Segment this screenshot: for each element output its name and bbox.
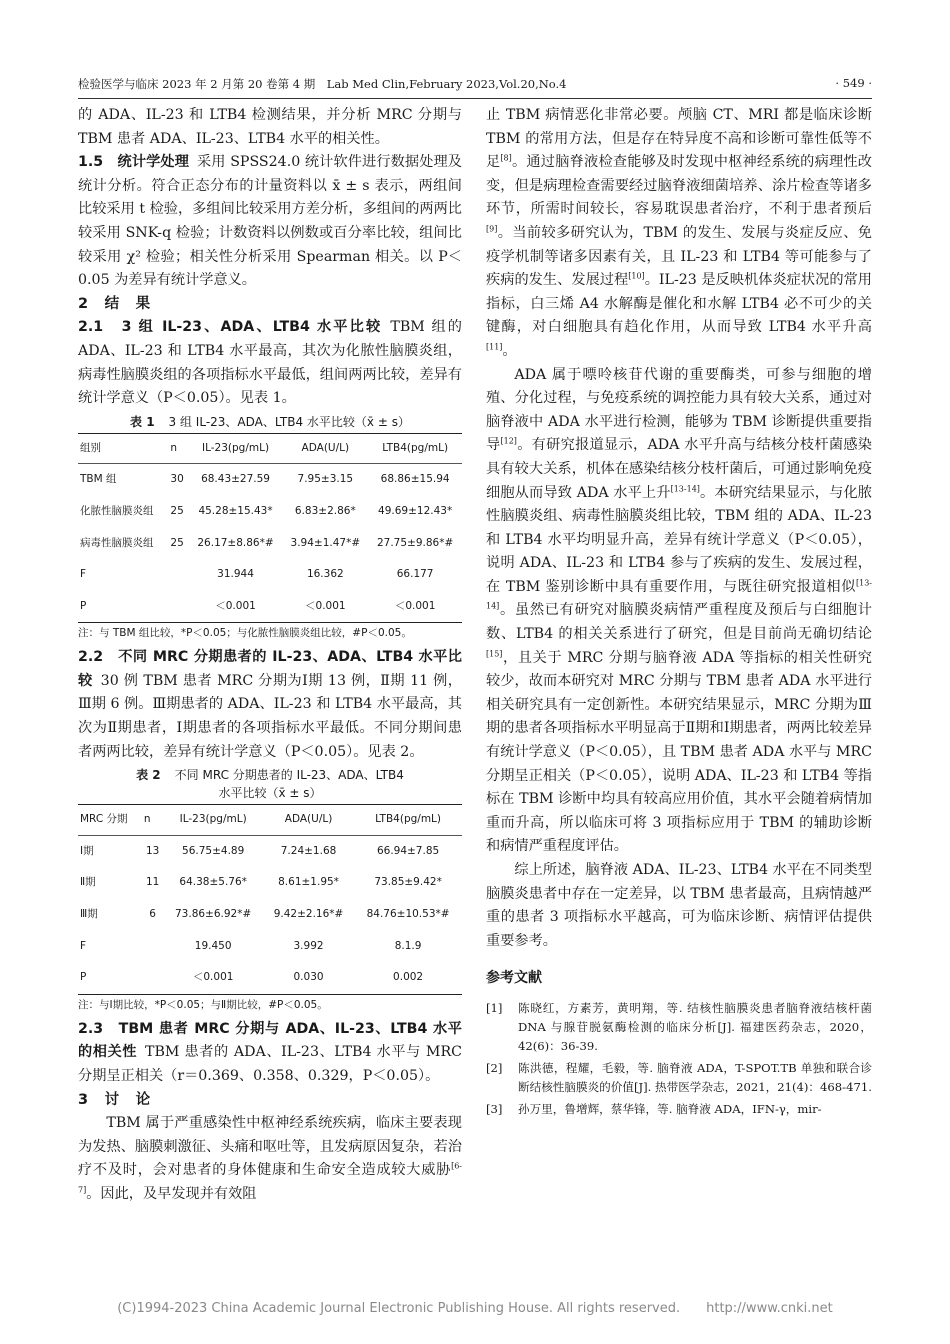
table-row bbox=[78, 464, 462, 496]
table-cell: 25 bbox=[170, 504, 184, 517]
discussion-text: 。虽然已有研究对脑膜炎病情严重程度及预后与白细胞计数、LTB4 的相关关系进行了研究，但是目前尚无确切结论 bbox=[486, 602, 872, 643]
table-cell: ＜0.001 bbox=[368, 591, 462, 623]
section-1-5 bbox=[78, 151, 462, 293]
table-cell: 8.1.9 bbox=[394, 939, 422, 952]
reference-text: 孙万里，鲁增辉，蔡华锋，等. 脑脊液 ADA，IFN-γ，mir- bbox=[518, 1101, 822, 1116]
table-header-cell: IL-23(pg/mL) bbox=[189, 433, 283, 464]
citation: [12] bbox=[500, 436, 517, 446]
reference-number: [1] bbox=[486, 1000, 503, 1015]
table-cell: 66.177 bbox=[396, 568, 434, 581]
discussion-text: 。IL-23 是反映机体炎症状况的常用指标，白三烯 A4 水解酶是催化和水解 LTB4 必不可少的关键酶，对白细胞具有趋化作用，从而导致 LTB4 水平升高 bbox=[486, 272, 872, 336]
discussion-text: ，且关于 MRC 分期与脑脊液 ADA 等指标的相关性研究较少，故而本研究对 MRC 分期与 TBM 患者 ADA 水平进行相关研究具有一定创新性。本研究结果显示，MRC 分期为Ⅲ期的患者各项指标水平明显高于Ⅱ期和Ⅰ期患者，两两比较差异有统计学意义（P＜0.05），且 TBM 患者 ADA 水平与 MRC 分期呈正相关（P＜0.05），说明 ADA、IL-23 和 LTB4 等指标在 TBM 诊断中均具有较高应用价值，其水平会随着病情加重而升高，所以临床可将 3 项指标应用于 TBM 的辅助诊断和病情严重程度评估。 bbox=[486, 649, 872, 855]
table-header-cell: n bbox=[142, 805, 164, 836]
table-cell: 7.24±1.68 bbox=[280, 844, 337, 857]
journal-running-title: 检验医学与临床 2023 年 2 月第 20 卷第 4 期 Lab Med Clin,February 2023,Vol.20,No.4 bbox=[78, 77, 567, 91]
table-1-caption: 3 组 IL-23、ADA、LTB4 水平比较（x̄ ± s） bbox=[168, 414, 410, 429]
table-2-caption-line1: 不同 MRC 分期患者的 IL-23、ADA、LTB4 bbox=[174, 768, 404, 783]
discussion-text: ADA 属于嘌呤核苷代谢的重要酶类，可参与细胞的增殖、分化过程，与免疫系统的调控能力具有较大关系，通过对脑脊液中 ADA 水平进行检测，能够为 TBM 诊断提供重要指导 bbox=[486, 366, 872, 454]
table-cell: 3.94±1.47*# bbox=[290, 536, 361, 549]
table-cell: 73.86±6.92*# bbox=[175, 908, 252, 921]
section-2-2 bbox=[78, 646, 462, 764]
discussion-paragraph-1 bbox=[78, 1112, 462, 1206]
discussion-text: 。因此，及早发现并有效阻 bbox=[86, 1185, 257, 1202]
table-header-cell: LTB4(pg/mL) bbox=[354, 805, 462, 836]
table-cell: Ⅰ期 bbox=[80, 844, 94, 857]
table-cell bbox=[168, 591, 188, 623]
reference-text: 陈晓红，方素芳，黄明翔，等. 结核性脑膜炎患者脑脊液结核杆菌 DNA 与腺苷脱氨酶检测的临床分析[J]. 福建医药杂志，2020，42(6)：36-39. bbox=[518, 1000, 872, 1053]
table-cell: 0.002 bbox=[354, 962, 462, 994]
discussion-paragraph-2 bbox=[486, 364, 872, 859]
table-row bbox=[78, 496, 462, 528]
table-2-caption-line2: 水平比较（x̄ ± s） bbox=[218, 786, 322, 801]
table-cell: 8.61±1.95* bbox=[278, 876, 339, 889]
table-2-title bbox=[78, 766, 462, 802]
table-cell: 68.86±15.94 bbox=[380, 473, 450, 486]
table-cell bbox=[142, 931, 164, 963]
table-header-cell: ADA(U/L) bbox=[263, 805, 354, 836]
table-1 bbox=[78, 433, 462, 624]
table-cell: P bbox=[78, 591, 168, 623]
section-2-2-body: 30 例 TBM 患者 MRC 分期为Ⅰ期 13 例，Ⅱ期 11 例，Ⅲ期 6 例。Ⅲ期患者的 ADA、IL-23 和 LTB4 水平最高，其次为Ⅱ期患者，Ⅰ期患者的各项指标水平最低。不同分期间患者两两比较，差异有统计学意义（P＜0.05）。见表 2。 bbox=[78, 672, 462, 760]
citation: [11] bbox=[486, 342, 503, 352]
table-cell: ＜0.001 bbox=[282, 591, 368, 623]
table-1-header-row bbox=[78, 433, 462, 464]
table-cell: Ⅲ期 bbox=[80, 908, 98, 921]
table-cell: 9.42±2.16*# bbox=[273, 908, 344, 921]
discussion-text: 。有研究报道显示，ADA 水平升高与结核分枝杆菌感染具有较大关系，机体在感染结核分枝杆菌后，可通过影响免疫细胞从而导致 ADA 水平上升 bbox=[486, 437, 872, 501]
table-cell: 49.69±12.43* bbox=[378, 504, 453, 517]
right-column bbox=[486, 104, 872, 1122]
table-cell: 0.030 bbox=[263, 962, 354, 994]
table-cell: 11 bbox=[145, 876, 160, 889]
section-3-heading: 3 讨 论 bbox=[78, 1091, 152, 1108]
table-cell: 26.17±8.86*# bbox=[197, 536, 274, 549]
table-row bbox=[78, 559, 462, 591]
conclusion-paragraph: 综上所述，脑脊液 ADA、IL-23、LTB4 水平在不同类型脑膜炎患者中存在一定差异，以 TBM 患者最高，且病情越严重的患者 3 项指标水平越高，可为临床诊断、病情评估提供重要参考。 bbox=[486, 862, 872, 949]
table-cell: TBM 组 bbox=[80, 473, 117, 486]
table-cell: 13 bbox=[145, 844, 160, 857]
table-cell: 56.75±4.89 bbox=[182, 844, 245, 857]
table-2-header-row bbox=[78, 805, 462, 836]
table-cell: 27.75±9.86*# bbox=[376, 536, 454, 549]
table-cell: 3.992 bbox=[293, 939, 324, 952]
table-cell: 45.28±15.43* bbox=[198, 504, 273, 517]
reference-number: [3] bbox=[486, 1101, 503, 1116]
left-column bbox=[78, 104, 462, 1207]
section-2-1-heading: 2.1 3 组 IL-23、ADA、LTB4 水平比较 bbox=[78, 319, 383, 336]
table-cell: 73.85±9.42* bbox=[374, 876, 442, 889]
table-2-label: 表 2 bbox=[136, 768, 161, 783]
table-row bbox=[78, 835, 462, 867]
citation: [10] bbox=[628, 271, 645, 281]
section-2-1 bbox=[78, 316, 462, 410]
table-cell: ＜0.001 bbox=[163, 962, 263, 994]
reference-number: [2] bbox=[486, 1060, 503, 1075]
copyright-footer: (C)1994-2023 China Academic Journal Electronic Publishing House. All rights reserved. http://www.cnki.net bbox=[117, 1301, 833, 1316]
section-2-heading: 2 结 果 bbox=[78, 295, 152, 312]
table-2-note: 注：与Ⅰ期比较，*P＜0.05；与Ⅱ期比较，#P＜0.05。 bbox=[78, 998, 328, 1011]
table-header-cell: LTB4(pg/mL) bbox=[368, 433, 462, 464]
table-2 bbox=[78, 804, 462, 995]
citation: [6-7] bbox=[78, 1161, 462, 1195]
reference-text: 陈洪德，程耀，毛毅，等. 脑脊液 ADA，T-SPOT.TB 单独和联合诊断结核性脑膜炎的价值[J]. 热带医学杂志，2021，21(4)：468-471. bbox=[518, 1060, 872, 1094]
table-cell: 30 bbox=[170, 473, 184, 486]
table-1-title bbox=[78, 413, 462, 431]
table-cell: 化脓性脑膜炎组 bbox=[80, 504, 154, 517]
table-cell: 16.362 bbox=[306, 568, 344, 581]
page-header bbox=[78, 72, 872, 99]
table-cell: F bbox=[80, 568, 87, 581]
discussion-text: 。 bbox=[502, 342, 517, 359]
section-1-5-body: 采用 SPSS24.0 统计软件进行数据处理及统计分析。符合正态分布的计量资料以 x̄ ± s 表示，两组间比较采用 t 检验，多组间比较采用方差分析，多组间的两两比较采用 SNK-q 检验；计数资料以例数或百分率比较，组间比较采用 χ² 检验；相关性分析采用 Spearman 相关。以 P＜0.05 为差异有统计学意义。 bbox=[78, 154, 462, 289]
table-row bbox=[78, 591, 462, 623]
discussion-text: 。通过脑脊液检查能够及时发现中枢神经系统的病理性改变，但是病理检查需要经过脑脊液细菌培养、涂片检查等诸多环节，所需时间较长，容易耽误患者治疗，不利于患者预后 bbox=[486, 154, 872, 218]
reference-item bbox=[486, 999, 872, 1056]
table-cell: 病毒性脑膜炎组 bbox=[80, 536, 154, 549]
table-cell: ＜0.001 bbox=[189, 591, 283, 623]
table-cell: 25 bbox=[170, 536, 184, 549]
table-1-label: 表 1 bbox=[130, 414, 155, 429]
table-row bbox=[78, 528, 462, 560]
table-cell: 64.38±5.76* bbox=[179, 876, 247, 889]
table-cell: 68.43±27.59 bbox=[201, 473, 270, 486]
table-header-cell: IL-23(pg/mL) bbox=[163, 805, 263, 836]
discussion-paragraph-1-cont bbox=[486, 104, 872, 364]
citation: [9] bbox=[486, 224, 498, 234]
reference-item bbox=[486, 1100, 872, 1119]
discussion-text: 。本研究结果显示，与化脓性脑膜炎组、病毒性脑膜炎组比较，TBM 组的 ADA、IL-23 和 LTB4 水平均明显升高，差异有统计学意义（P＜0.05），说明 ADA、IL-23 和 LTB4 参与了疾病的发生、发展过程，在 TBM 鉴别诊断中具有重要作用，与既往研究报道相似 bbox=[486, 484, 872, 595]
table-cell bbox=[142, 962, 164, 994]
section-2-3-heading: 2.3 TBM 患者 MRC 分期与 ADA、IL-23、LTB4 水平的相关性 bbox=[78, 1020, 462, 1061]
table-header-cell: 组别 bbox=[78, 433, 168, 464]
table-row bbox=[78, 931, 462, 963]
table-row bbox=[78, 867, 462, 899]
citation: [13-14] bbox=[486, 578, 872, 611]
intro-paragraph: 的 ADA、IL-23 和 LTB4 检测结果，并分析 MRC 分期与 TBM 患者 ADA、IL-23、LTB4 水平的相关性。 bbox=[78, 107, 462, 147]
reference-item bbox=[486, 1059, 872, 1097]
table-cell: 31.944 bbox=[217, 568, 254, 581]
table-cell: 66.94±7.85 bbox=[376, 844, 440, 857]
page-number: · 549 · bbox=[835, 76, 872, 90]
table-cell: 6.83±2.86* bbox=[294, 504, 356, 517]
table-cell bbox=[168, 559, 188, 591]
section-2-3-body: TBM 患者的 ADA、IL-23、LTB4 水平与 MRC 分期呈正相关（r＝0.369、0.358、0.329，P＜0.05）。 bbox=[78, 1044, 462, 1084]
table-header-cell: n bbox=[168, 433, 188, 464]
discussion-text: 止 TBM 病情恶化非常必要。颅脑 CT、MRI 都是临床诊断 TBM 的常用方法，但是存在特异度不高和诊断可靠性低等不足 bbox=[486, 107, 872, 171]
references-heading: 参考文献 bbox=[486, 970, 542, 987]
citation: [15] bbox=[486, 648, 503, 658]
table-cell: F bbox=[80, 939, 87, 952]
citation: [8] bbox=[500, 153, 512, 163]
table-cell: P bbox=[78, 962, 142, 994]
table-cell: Ⅱ期 bbox=[80, 876, 96, 889]
table-row bbox=[78, 962, 462, 994]
discussion-text: TBM 属于严重感染性中枢神经系统疾病，临床主要表现为发热、脑膜刺激征、头痛和呕吐等，且发病原因复杂，若治疗不及时，会对患者的身体健康和生命安全造成较大威胁 bbox=[78, 1115, 462, 1179]
table-header-cell: ADA(U/L) bbox=[282, 433, 368, 464]
table-cell: 19.450 bbox=[194, 939, 232, 952]
discussion-text: 。当前较多研究认为，TBM 的发生、发展与炎症反应、免疫学机制等诸多因素有关，且 IL-23 和 LTB4 等可能参与了疾病的发生、发展过程 bbox=[486, 224, 872, 289]
section-1-5-heading: 1.5 统计学处理 bbox=[78, 154, 189, 171]
section-2-2-heading: 2.2 不同 MRC 分期患者的 IL-23、ADA、LTB4 水平比较 bbox=[78, 649, 462, 689]
table-1-note: 注：与 TBM 组比较，*P＜0.05；与化脓性脑膜炎组比较，#P＜0.05。 bbox=[78, 627, 412, 640]
section-2-1-body: TBM 组的 ADA、IL-23 和 LTB4 水平最高，其次为化脓性脑膜炎组，病毒性脑膜炎组的各项指标水平最低，组间两两比较，差异有统计学意义（P＜0.05）。见表 1。 bbox=[78, 319, 462, 407]
table-cell: 6 bbox=[149, 908, 156, 921]
section-2-3 bbox=[78, 1018, 462, 1089]
table-cell: 84.76±10.53*# bbox=[366, 908, 450, 921]
table-header-cell: MRC 分期 bbox=[78, 805, 142, 836]
citation: [13-14] bbox=[670, 483, 700, 493]
table-cell: 7.95±3.15 bbox=[297, 473, 354, 486]
table-row bbox=[78, 899, 462, 931]
